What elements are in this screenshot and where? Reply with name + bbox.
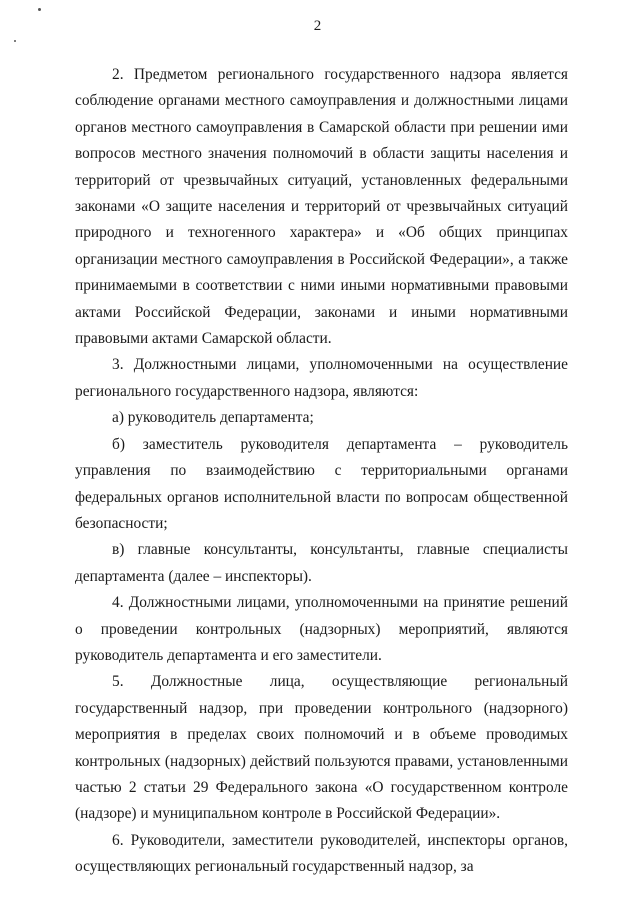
paragraph-6: 6. Руководители, заместители руководителей, инспекторы органов, осуществляющих региональный государственный надзор, за <box>75 831 568 876</box>
paragraph-5: 5. Должностные лица, осуществляющие региональный государственный надзор, при проведении контрольного (надзорного) мероприятия в пределах своих полномочий и в объеме проводимых контрольных (надзорных) действий пользуются правами, установленными частью 2 статьи 29 Федерального закона «О государственном контроле (надзоре) и муниципальном контроле в Российской Федерации». <box>75 673 568 823</box>
paragraph-2: 2. Предметом регионального государственного надзора является соблюдение органами местного самоуправления и должностными лицами органов местного самоуправления в Самарской области при решении ими вопросов местного значения полномочий в области защиты населения и территорий от чрезвычайных ситуаций, установленных федеральными законами «О защите населения и территорий от чрезвычайных ситуаций природного и техногенного характера» и «Об общих принципах организации местного самоуправления в Российской Федерации», а также принимаемыми в соответствии с ними иными нормативными правовыми актами Российской Федерации, законами и иными нормативными правовыми актами Самарской области. <box>75 66 568 348</box>
paragraph-3a: а) руководитель департамента; <box>112 409 314 427</box>
page-number: 2 <box>313 18 322 34</box>
paragraph-3: 3. Должностными лицами, уполномоченными на осуществление регионального государственного надзора, являются: <box>75 356 568 400</box>
paragraph-4: 4. Должностными лицами, уполномоченными на принятие решений о проведении контрольных (надзорных) мероприятий, являются руководитель департамента и его заместители. <box>75 594 568 664</box>
scan-speck <box>38 8 41 11</box>
scan-speck <box>14 40 16 42</box>
paragraph-3v: в) главные консультанты, консультанты, главные специалисты департамента (далее – инспекторы). <box>75 541 568 585</box>
document-body <box>75 62 568 881</box>
paragraph-3b: б) заместитель руководителя департамента – руководитель управления по взаимодействию с территориальными органами федеральных органов исполнительной власти по вопросам общественной безопасности; <box>75 435 568 532</box>
